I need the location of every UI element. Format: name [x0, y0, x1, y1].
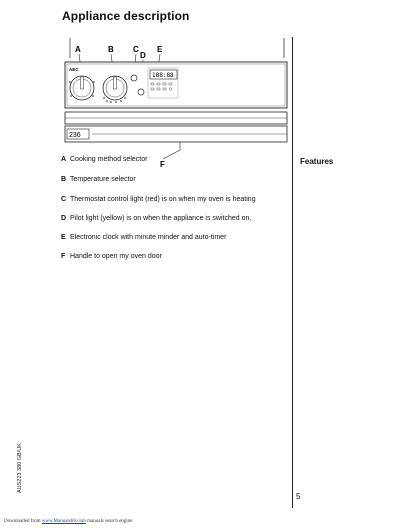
callout-c: C — [133, 45, 139, 54]
page-title: Appliance description — [62, 9, 190, 23]
list-item: D Pilot light (yellow) is on when the appliance is switched on. — [61, 215, 252, 222]
brand-logo: AEC — [69, 67, 79, 72]
manualslib-link[interactable]: www.Manualslib.com — [41, 519, 86, 524]
callout-e: E — [157, 45, 163, 54]
document-code: AUS223 380 GB/UK — [17, 443, 23, 493]
callout-f: F — [160, 160, 165, 168]
callout-b: B — [108, 45, 114, 54]
pilot-light — [138, 89, 144, 95]
callout-d: D — [140, 51, 146, 60]
callout-a: A — [75, 45, 81, 54]
page-number: 5 — [296, 492, 301, 501]
cooking-method-knob — [69, 76, 95, 100]
download-footer: Downloaded from www.Manualslib.com manuals search engine — [4, 519, 133, 524]
list-item: F Handle to open my oven door — [61, 253, 162, 260]
side-heading: Features — [300, 157, 334, 166]
list-item: C Thermostat control light (red) is on when my oven is heating — [61, 196, 256, 203]
list-item: A Cooking method selector — [61, 156, 148, 163]
list-item: B Temperature selector — [61, 176, 136, 183]
model-label: 236 — [69, 132, 81, 139]
clock-digits: 188:88 — [152, 72, 174, 79]
thermostat-light — [131, 75, 137, 81]
list-item: E Electronic clock with minute minder and auto-timer — [61, 234, 227, 241]
appliance-illustration — [62, 38, 292, 168]
column-divider — [292, 37, 293, 508]
